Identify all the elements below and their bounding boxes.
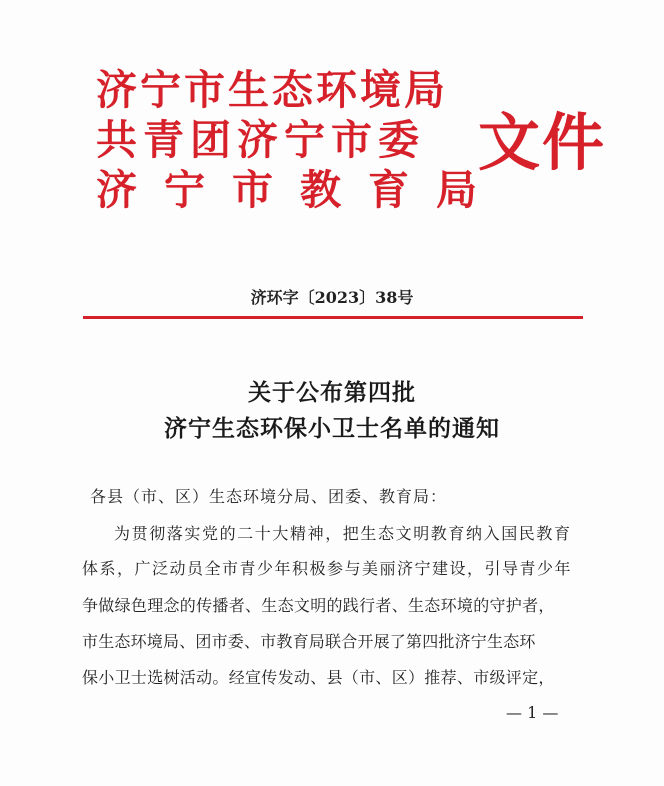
agency-name-ecology-bureau: 济宁市生态环境局: [96, 66, 448, 114]
agency-name-education-bureau: 济宁市教育局: [96, 166, 504, 214]
document-title-line-2: 济宁生态环保小卫士名单的通知: [164, 415, 500, 442]
body-text-line: 市生态环境局、团市委、市教育局联合开展了第四批济宁生态环: [82, 632, 536, 651]
document-title-line-1: 关于公布第四批: [248, 379, 416, 406]
body-text-line: 体系，广泛动员全市青少年积极参与美丽济宁建设，引导青少年: [82, 559, 573, 578]
red-header: [96, 66, 607, 226]
body-text-line: 为贯彻落实党的二十大精神，把生态文明教育纳入国民教育: [114, 524, 572, 543]
agency-name-youth-league: 共青团济宁市委: [96, 116, 425, 164]
salutation: 各县（市、区）生态环境分局、团委、教育局：: [90, 487, 448, 506]
document-type-label: 文件: [478, 106, 607, 179]
document-number: 济环字〔2023〕38号: [250, 288, 414, 307]
red-divider-line: [83, 316, 583, 319]
page-number: — 1 —: [506, 703, 559, 722]
body-text-line: 保小卫士选树活动。经宣传发动、县（市、区）推荐、市级评定，: [82, 668, 555, 687]
body-text-line: 争做绿色理念的传播者、生态文明的践行者、生态环境的守护者，: [82, 596, 555, 615]
